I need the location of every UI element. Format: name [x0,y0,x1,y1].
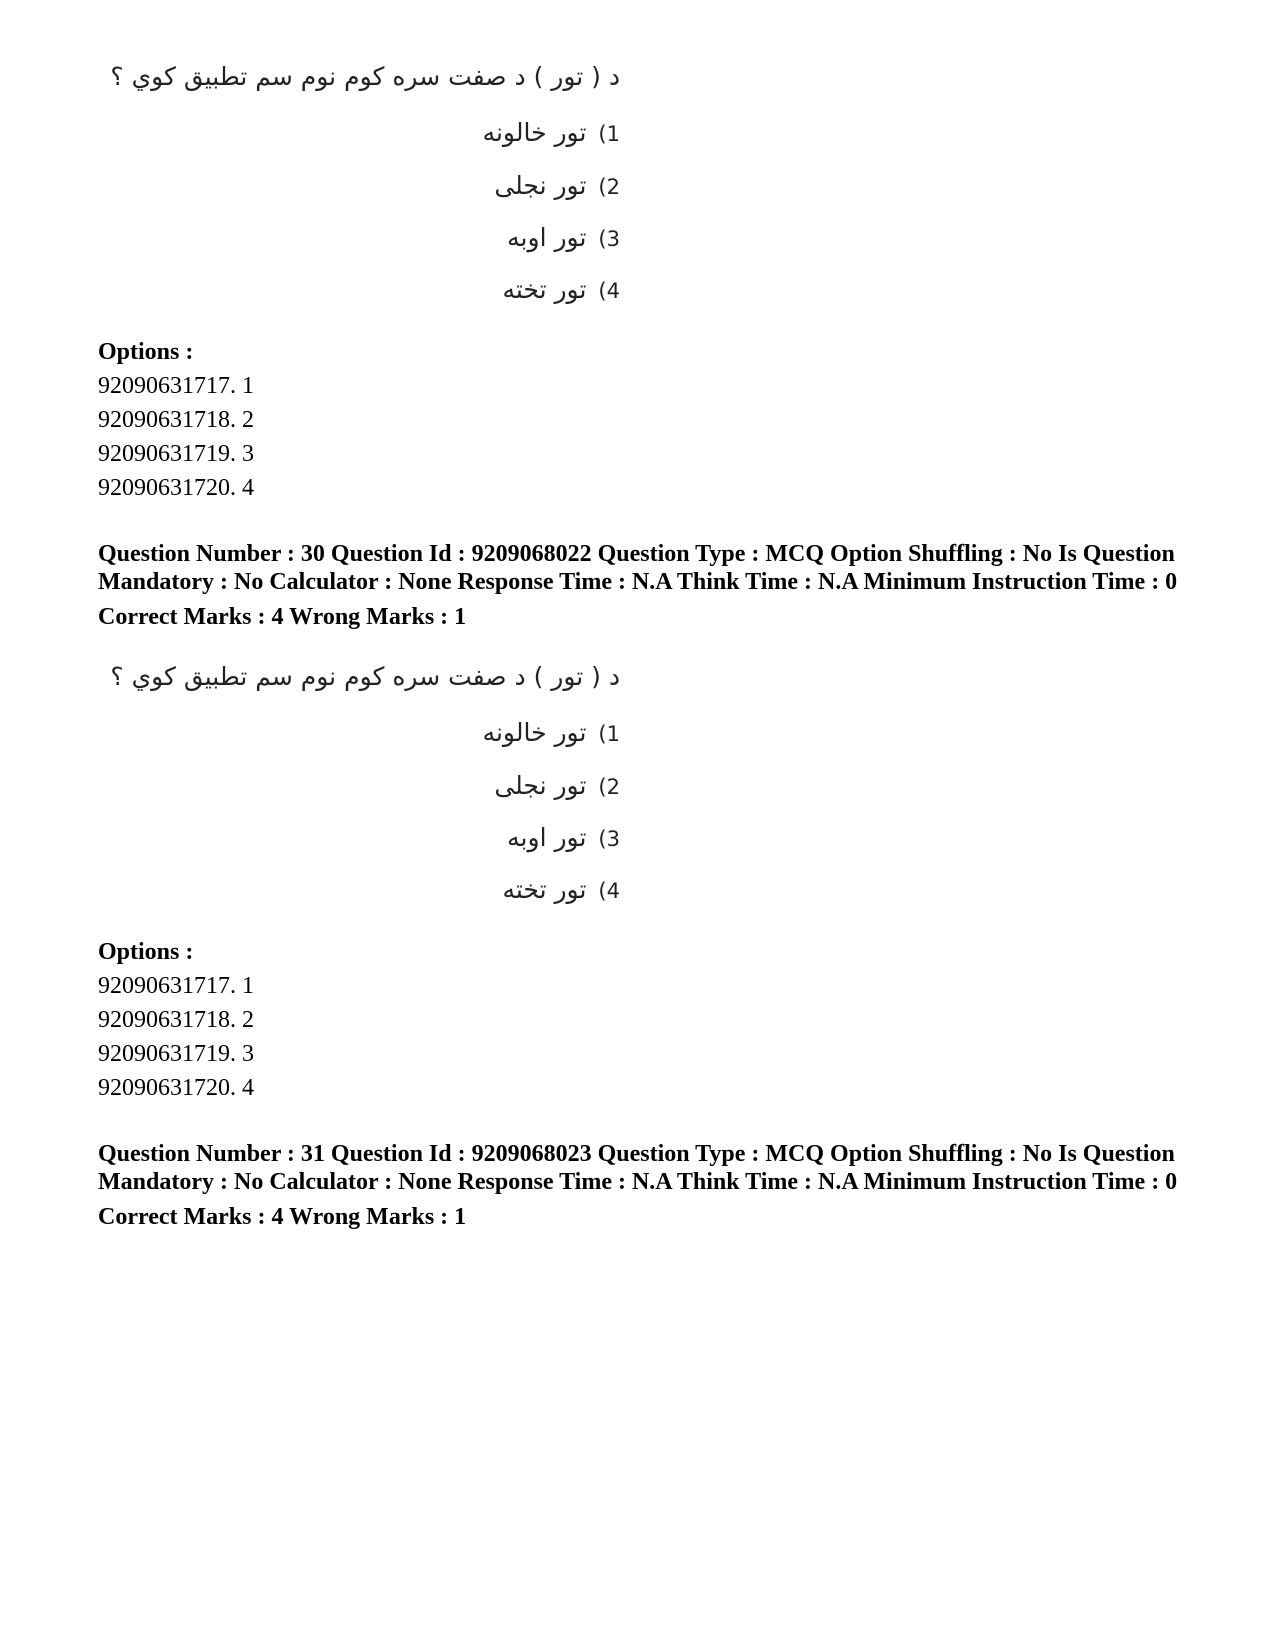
choice-text: تور نجلی [494,771,587,800]
options-title: Options : [98,939,194,965]
question-meta: Question Number : 30 Question Id : 9209068022 Question Type : MCQ Option Shuffling : No Is Question Mandatory : No Calculator : None Response Time : N.A Think Time : N.A Minimum Instruction Time : 0 [98,541,1178,595]
choice-number: 1) [598,722,620,746]
choice-text: تور اوبه [507,823,587,852]
choice-number: 4) [598,879,620,903]
option-line: 92090631719. 3 [98,1041,254,1067]
option-line: 92090631717. 1 [98,973,254,999]
choice-1 [483,718,620,747]
choice-number: 4) [598,279,620,303]
question-marks: Correct Marks : 4 Wrong Marks : 1 [98,1204,467,1230]
option-line: 92090631720. 4 [98,1075,254,1101]
choice-text: تور تخته [502,275,587,304]
options-block [98,335,1178,505]
choice-text: تور خالونه [482,718,587,747]
question-image [100,62,620,322]
question-header [98,1140,1178,1234]
choice-number: 1) [598,122,620,146]
choice-text: تور اوبه [507,223,587,252]
options-title: Options : [98,339,194,365]
choice-4 [502,875,620,904]
question-image [100,662,620,922]
choice-number: 2) [598,775,620,799]
option-line: 92090631717. 1 [98,373,254,399]
choice-2 [494,771,620,800]
choice-4 [502,275,620,304]
question-stem: د ( تور ) د صفت سره کوم نوم سم تطبيق کوي ؟ [110,662,620,691]
option-line: 92090631719. 3 [98,441,254,467]
choice-number: 3) [598,827,620,851]
options-block [98,935,1178,1105]
question-marks: Correct Marks : 4 Wrong Marks : 1 [98,604,467,630]
choice-1 [483,118,620,147]
choice-number: 3) [598,227,620,251]
choice-3 [507,823,620,852]
choice-text: تور نجلی [494,171,587,200]
option-line: 92090631718. 2 [98,1007,254,1033]
question-stem: د ( تور ) د صفت سره کوم نوم سم تطبيق کوي ؟ [110,62,620,91]
choice-3 [507,223,620,252]
option-line: 92090631718. 2 [98,407,254,433]
option-line: 92090631720. 4 [98,475,254,501]
choice-number: 2) [598,175,620,199]
choice-text: تور خالونه [482,118,587,147]
question-header [98,540,1178,634]
choice-text: تور تخته [502,875,587,904]
choice-2 [494,171,620,200]
question-meta: Question Number : 31 Question Id : 9209068023 Question Type : MCQ Option Shuffling : No Is Question Mandatory : No Calculator : None Response Time : N.A Think Time : N.A Minimum Instruction Time : 0 [98,1141,1178,1195]
